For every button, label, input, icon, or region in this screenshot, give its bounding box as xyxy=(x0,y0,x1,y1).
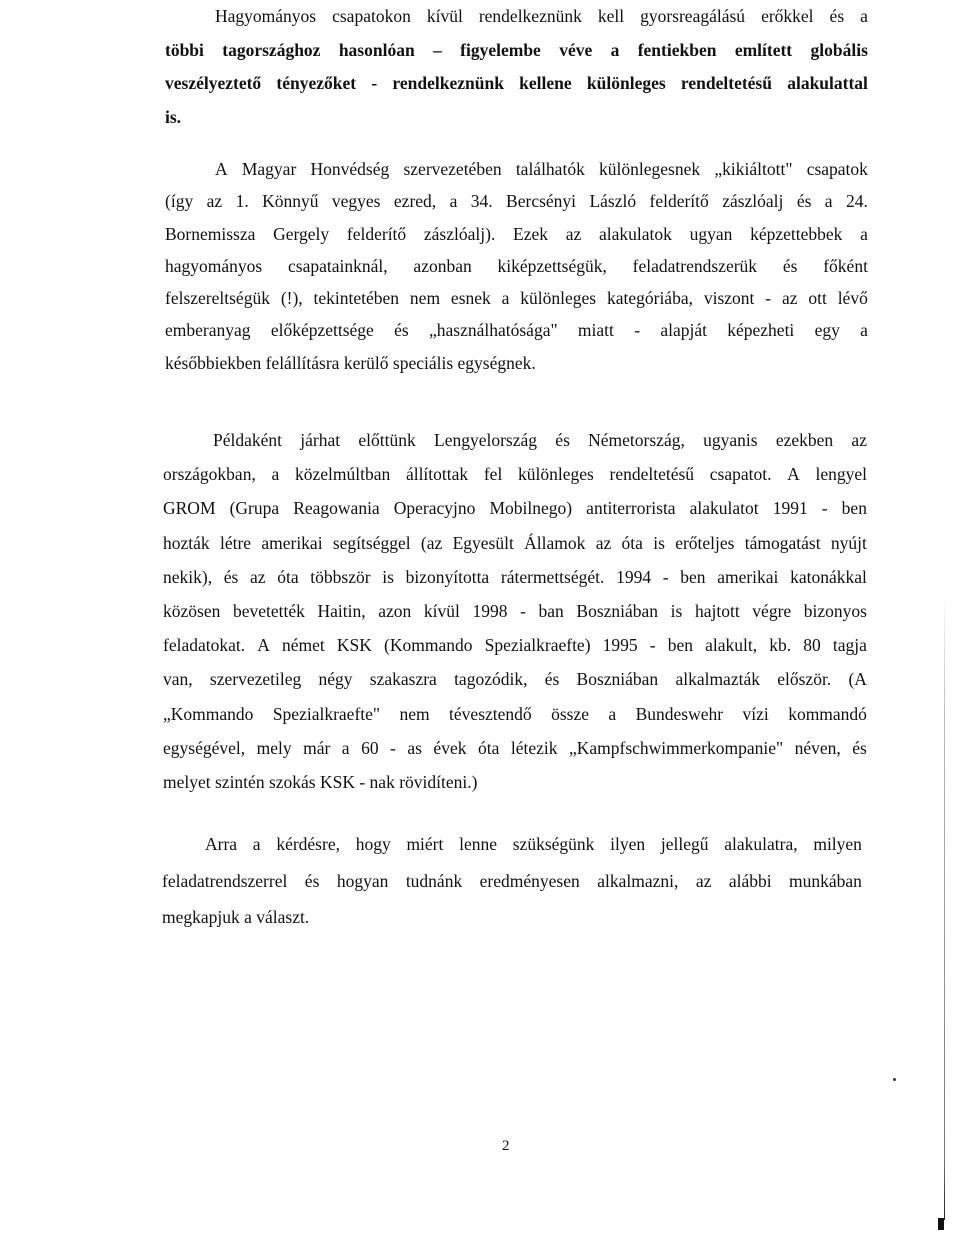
text-line: melyet szintén szokás KSK - nak rövidíteni.) xyxy=(163,772,478,793)
text-line: Arra a kérdésre, hogy miért lenne szükségünk ilyen jellegű alakulatra, milyen xyxy=(205,834,862,854)
text-line: hagyományos csapatainknál, azonban kiképzettségük, feladatrendszerük és főként xyxy=(165,255,868,276)
text-line: A Magyar Honvédség szervezetében találhatók különlegesnek „kikiáltott" csapatok xyxy=(215,159,868,179)
text-line: hozták létre amerikai segítséggel (az Egyesült Államok az óta is erőteljes támogatást nyújt xyxy=(163,532,867,553)
paragraph-2 xyxy=(165,153,868,379)
text-line: felszereltségük (!), tekintetében nem esnek a különleges kategóriába, viszont - az ott lévő xyxy=(165,288,868,309)
text-line: megkapjuk a választ. xyxy=(162,907,310,927)
paragraph-3 xyxy=(163,423,867,799)
paragraph-4 xyxy=(162,826,862,936)
scan-speck xyxy=(893,1078,896,1081)
text-line: Hagyományos csapatokon kívül rendelkeznünk kell gyorsreagálású erőkkel és a xyxy=(215,6,868,26)
text-line: közösen bevetették Haitin, azon kívül 1998 - ban Boszniában is hajtott végre bizonyos xyxy=(163,601,867,622)
text-line: „Kommando Spezialkraefte" nem tévesztendő össze a Bundeswehr vízi kommandó xyxy=(163,703,867,724)
text-line: emberanyag előképzettsége és „használhatósága" miatt - alapját képezheti egy a xyxy=(165,320,868,341)
paragraph-1 xyxy=(165,0,868,134)
text-line: nekik), és az óta többször is bizonyította rátermettségét. 1994 - ben amerikai katonákkal xyxy=(163,566,867,587)
text-line: feladatokat. A német KSK (Kommando Spezialkraefte) 1995 - ben alakult, kb. 80 tagja xyxy=(163,635,867,656)
text-line: van, szervezetileg négy szakaszra tagozódik, és Boszniában alkalmazták először. (A xyxy=(163,669,867,690)
scan-margin-mark xyxy=(938,1218,944,1230)
text-line: országokban, a közelmúltban állítottak fel különleges rendeltetésű csapatot. A lengyel xyxy=(163,464,867,485)
text-line: többi tagországhoz hasonlóan – figyelembe véve a fentiekben említett globális xyxy=(165,39,868,60)
text-line: későbbiekben felállításra kerülő speciális egységnek. xyxy=(165,352,536,373)
text-line: GROM (Grupa Reagowania Operacyjno Mobilnego) antiterrorista alakulatot 1991 - ben xyxy=(163,498,867,519)
text-line: (így az 1. Könnyű vegyes ezred, a 34. Bercsényi László felderítő zászlóalj és a 24. xyxy=(165,191,868,212)
page-number: 2 xyxy=(502,1138,510,1154)
text-line: veszélyeztető tényezőket - rendelkeznünk kellene különleges rendeltetésű alakulattal xyxy=(165,73,868,93)
text-line: feladatrendszerrel és hogyan tudnánk eredményesen alkalmazni, az alábbi munkában xyxy=(162,870,862,891)
text-line: is. xyxy=(165,106,182,127)
text-line: Bornemissza Gergely felderítő zászlóalj). Ezek az alakulatok ugyan képzettebbek a xyxy=(165,223,868,244)
scan-margin-line xyxy=(944,590,945,1220)
text-line: egységével, mely már a 60 - as évek óta létezik „Kampfschwimmerkompanie" néven, és xyxy=(163,737,867,758)
text-line: Példaként járhat előttünk Lengyelország és Németország, ugyanis ezekben az xyxy=(213,430,867,450)
